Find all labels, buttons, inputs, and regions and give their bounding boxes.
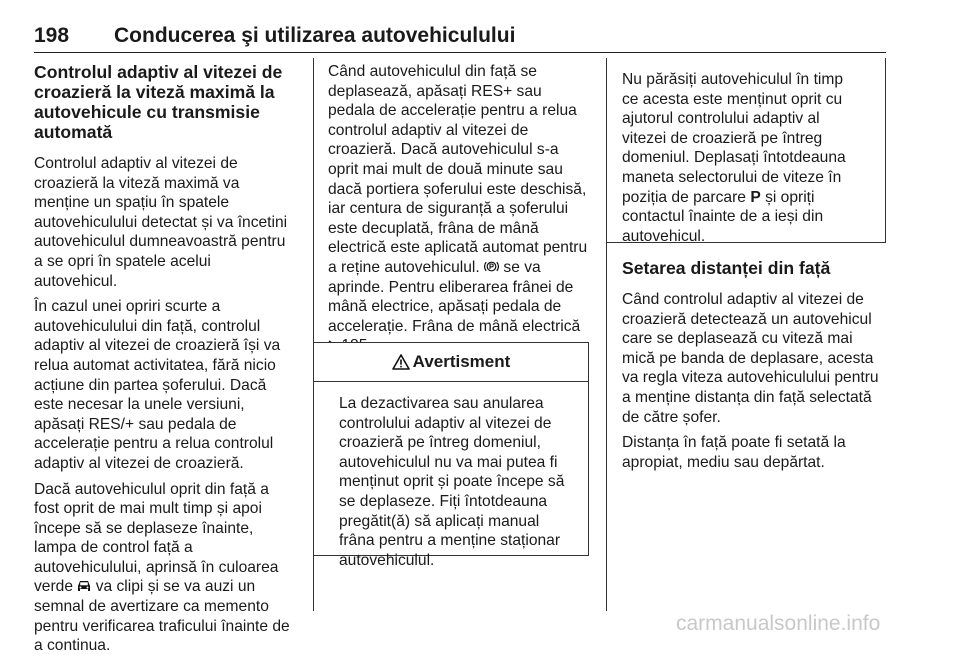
warning-header: [314, 343, 588, 382]
warning-text: La dezactivarea sau anularea controlului adaptiv al vitezei de croazieră pe întreg domeniul, autovehiculul nu va mai putea fi menținut oprit și poate începe să se deplaseze. Fiți întotdeauna pregătit(ă) să aplicați manual frâna pentru a menține staționar autovehiculul.: [339, 395, 565, 569]
watermark: carmanualsonline.info: [676, 612, 881, 635]
column-3: [622, 258, 886, 478]
page-title: Conducerea şi utilizarea autovehiculului: [114, 24, 516, 47]
vehicle-ahead-icon: [77, 580, 91, 593]
section-heading-adaptive-cruise: Controlul adaptiv al vitezei de croazieră la viteză maximă la autovehicule cu transmisie automată: [34, 62, 283, 142]
paragraph-2: În cazul unei opriri scurte a autovehiculului din față, controlul adaptiv al vitezei de croazieră își va relua automat activitatea, fără nicio acțiune din partea șoferului. Dacă este necesar la unele versiuni, apăsați RES/+ sau pedala de accelerație pentru a relua controlul adaptiv al vitezei de croazieră.: [34, 298, 281, 472]
page-header: [34, 22, 886, 53]
warning-continuation-box: [607, 58, 886, 243]
page-number: 198: [34, 24, 70, 47]
column-1: [34, 62, 302, 662]
paragraph-1: Controlul adaptiv al vitezei de croazieră la viteză maximă va menține un spațiu în spatele autovehiculului detectat și va încetini autovehiculul dumneavoastră pentru a se opri în spatele acelui autovehicul.: [34, 155, 288, 290]
warning-triangle-icon: [392, 354, 410, 370]
paragraph-3: Dacă autovehiculul oprit din față a fost oprit de mai mult timp și apoi începe să se deplaseze înainte, lampa de control față a autovehiculului, aprinsă în culoarea verde va clipi și se va auzi un semnal de avertizare ca memento pentru verificarea traficului înainte de a continua.: [34, 480, 290, 655]
parking-brake-icon: [484, 259, 499, 274]
warning-title: Avertisment: [412, 352, 511, 371]
section-heading-distance: Setarea distanței din față: [622, 258, 831, 278]
column-2: [328, 62, 590, 362]
paragraph-4: Când autovehiculul din față se deplasează, apăsați RES+ sau pedala de accelerație pentru a relua controlul adaptiv al vitezei de croazieră. Dacă autovehiculul s-a oprit mai mult de două minute sau dacă portiera șoferului este deschisă, iar centura de siguranță a șoferului este decuplată, frâna de mână electrică este aplicată automat pentru a reține autovehiculul. se va aprinde. Pentru eliberarea frânei de mână electrice, apăsați pedala de accelerație. Frâna de mână electrică: [328, 62, 590, 356]
paragraph-6: Distanța în față poate fi setată la apropiat, mediu sau depărtat.: [622, 434, 846, 471]
warning-box: [314, 342, 589, 569]
paragraph-5: Când controlul adaptiv al vitezei de croazieră detectează un autovehicul care se deplasează cu viteză mai mică pe banda de deplasare, acesta va regla viteza autovehiculului pentru a menține distanța din față selectată de către șofer.: [622, 291, 879, 426]
warning-continuation-text: Nu părăsiți autovehiculul în timp ce acesta este menținut oprit cu ajutorul controlului adaptiv al vitezei de croazieră pe întreg domeniul. Deplasați întotdeauna maneta selectorului de viteze în poziția de parcare P și opriți contactul înainte de a ieși din autovehicul.: [622, 71, 846, 245]
